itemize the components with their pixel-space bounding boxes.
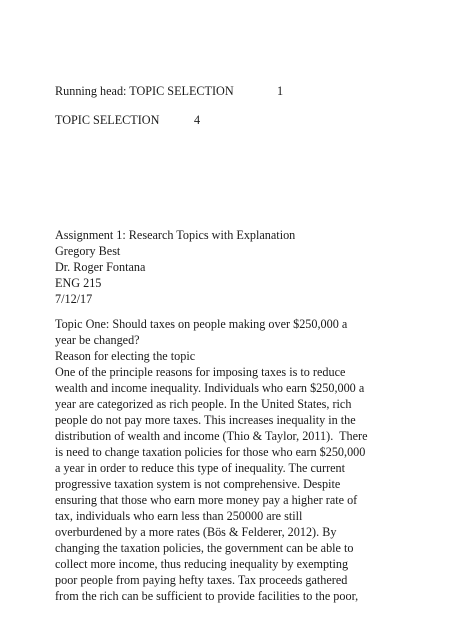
body-line: distribution of wealth and income (Thio & Taylor, 2011). There bbox=[55, 429, 368, 443]
body-line: people do not pay more taxes. This increases inequality in the bbox=[55, 413, 356, 427]
body-line: year be changed? bbox=[55, 333, 140, 347]
body-line: tax, individuals who earn less than 250000 are still bbox=[55, 509, 303, 523]
body-line: overburdened by a more rates (Bös & Felderer, 2012). By bbox=[55, 525, 337, 539]
body-line: collect more income, thus reducing inequality by exempting bbox=[55, 557, 349, 571]
body-line: wealth and income inequality. Individuals who earn $250,000 a bbox=[55, 381, 365, 395]
body-line: is need to change taxation policies for those who earn $250,000 bbox=[55, 445, 366, 459]
body-line: Topic One: Should taxes on people making over $250,000 a bbox=[55, 317, 348, 331]
body-line: a year in order to reduce this type of inequality. The current bbox=[55, 461, 346, 475]
course-code: ENG 215 bbox=[55, 276, 102, 290]
date: 7/12/17 bbox=[55, 292, 93, 306]
body-line: progressive taxation system is not comprehensive. Despite bbox=[55, 477, 341, 491]
body-line: year are categorized as rich people. In the United States, rich bbox=[55, 397, 352, 411]
running-head-page-number: 1 bbox=[277, 84, 284, 98]
author-name: Gregory Best bbox=[55, 244, 121, 258]
body-line: ensuring that those who earn more money pay a higher rate of bbox=[55, 493, 358, 507]
body-line: from the rich can be sufficient to provide facilities to the poor, bbox=[55, 589, 359, 603]
body-line: poor people from paying hefty taxes. Tax proceeds gathered bbox=[55, 573, 348, 587]
short-title: TOPIC SELECTION bbox=[55, 113, 160, 127]
body-line: Reason for electing the topic bbox=[55, 349, 196, 363]
running-head: Running head: TOPIC SELECTION bbox=[55, 84, 234, 98]
instructor-name: Dr. Roger Fontana bbox=[55, 260, 146, 274]
assignment-title: Assignment 1: Research Topics with Explanation bbox=[55, 228, 296, 242]
body-line: One of the principle reasons for imposing taxes is to reduce bbox=[55, 365, 346, 379]
short-title-page-number: 4 bbox=[194, 113, 201, 127]
body-line: changing the taxation policies, the government can be able to bbox=[55, 541, 354, 555]
